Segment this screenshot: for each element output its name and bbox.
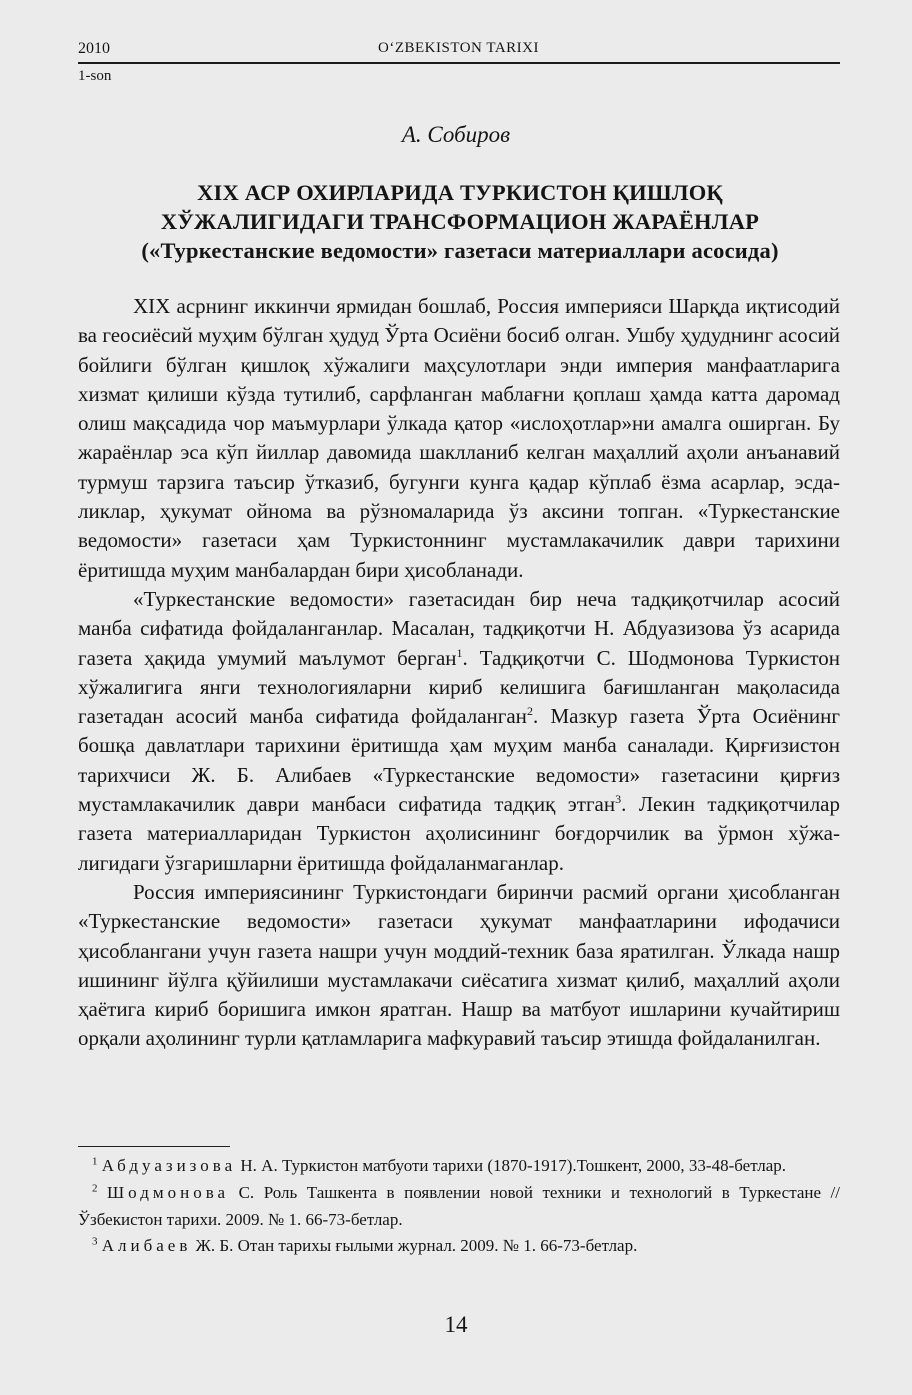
title-line-1: XIX АСР ОХИРЛАРИДА ТУРКИСТОН ҚИШЛОҚ bbox=[197, 180, 723, 205]
footnote-2-text: С. Роль Ташкента в появлении новой техники и технологий в Туркестане // Ўзбекистон тарихи. 2009. № 1. 66-73-бетлар. bbox=[78, 1182, 840, 1229]
footnote-separator bbox=[78, 1146, 230, 1147]
paragraph-2-text-a: «Туркестанские ведомости» газетасидан бир неча тадқиқотчилар асосий манба сифатида фойдаланганлар. Масалан, тадқиқотчи Н. Абдуазизова ўз асарида газета ҳақида умумий маълумот берган bbox=[78, 586, 840, 670]
footnote-1-number: 1 bbox=[92, 1155, 98, 1168]
paragraph-2-text-d: . Лекин тадқиқотчилар газета материалларидан Туркистон аҳолисининг боғдорчилик ва ўрмон хўжалигидаги ўзгаришларни ёритишда фойдаланмаганлар. bbox=[78, 792, 840, 875]
footnote-2-author: Шодмонова bbox=[107, 1182, 230, 1202]
footnote-3-author: Алибаев bbox=[101, 1236, 192, 1256]
footnote-1-text: Н. А. Туркистон матбуоти тарихи (1870-1917).Тошкент, 2000, 33-48-бетлар. bbox=[236, 1156, 787, 1175]
paragraph-3: Россия империясининг Туркистондаги биринчи расмий органи ҳисобланган «Туркестанские ведомости» газетаси ҳукумат манфаатларини ифодачиси ҳисоблангани учун газета нашри учун моддий-техник база яратилган. Ўлкада нашр ишининг йўлга қўйилиши мустамлакачи сиёсатига хизмат қилиб, маҳаллий аҳоли ҳаётига кириб боришига имкон яратган. Нашр ва матбуот ишларини кучайтириш орқали аҳолининг турли қатламларига мафкуравий таъсир этишда фойдаланилган. bbox=[78, 879, 840, 1051]
article-title bbox=[80, 178, 840, 265]
footnote-2 bbox=[78, 1180, 840, 1234]
footnote-2-number: 2 bbox=[92, 1182, 98, 1195]
footnote-1 bbox=[78, 1153, 840, 1180]
footnote-ref-3[interactable]: 3 bbox=[615, 792, 622, 807]
footnote-3 bbox=[78, 1233, 840, 1260]
paragraph-1: XIX асрнинг иккинчи ярмидан бошлаб, Россия империяси Шарқда иқтисодий ва геосиёсий муҳим бўлган ҳудуд Ўрта Осиёни босиб олган. Ушбу ҳудуднинг асосий бойлиги бўлган қишлоқ хўжалиги маҳсулотлари энди империя манфаатларига хизмат қилиши кўзда тутилиб, сарфланган маблағни қоплаш ҳамда катта даромад олиш мақсадида чор маъмурлари ўлкада қатор «ислоҳотлар»ни амалга оширган. Бу жараёнлар эса кўп йиллар давомида шаклланиб келган маҳаллий аҳоли анъанавий турмуш тарзига таъсир ўтказиб, бугунги кунга қадар кўплаб ёзма асарлар, эсдаликлар, ҳукумат ойнома ва рўзномаларида ўз аксини топган. «Туркестанские ведомости» газетаси ҳам Туркистоннинг мустамлакачилик даври тарихини ёритишда муҳим манбалардан бири ҳисобланади. bbox=[78, 294, 840, 582]
footnote-ref-1[interactable]: 1 bbox=[456, 645, 463, 660]
paragraph-2-text-b: . Тадқиқотчи С. Шодмонова Туркистон хўжалигига янги технологияларни кириб келишига бағишланган мақоласида газетадан асосий манба сифатида фойдаланган bbox=[78, 645, 840, 729]
footnote-3-number: 3 bbox=[92, 1235, 98, 1248]
footnotes bbox=[78, 1153, 840, 1260]
header-year: 2010 bbox=[78, 40, 110, 57]
paragraph-2-text-c: . Мазкур газета Ўрта Осиёнинг бошқа давлатлари тарихини ёритишда ҳам муҳим манба саналади. Қирғизистон тарихчиси Ж. Б. Алибаев «Туркестанские ведомости» газетасини қирғиз мустамлакачилик даври манбаси сифатида тадқиқ этган bbox=[78, 704, 840, 817]
title-line-2: ХЎЖАЛИГИДАГИ ТРАНСФОРМАЦИОН ЖАРАЁНЛАР bbox=[160, 209, 760, 234]
header-issue: 1-son bbox=[78, 68, 112, 84]
page-number: 14 bbox=[444, 1312, 468, 1337]
paragraph-2 bbox=[78, 585, 840, 878]
footnote-1-author: Абдуазизова bbox=[101, 1156, 237, 1175]
article-author: А. Собиров bbox=[401, 122, 511, 147]
running-header bbox=[78, 40, 838, 64]
header-rule bbox=[78, 62, 840, 64]
footnote-3-text: Ж. Б. Отан тарихы ғылыми журнал. 2009. № 1. 66-73-бетлар. bbox=[191, 1236, 638, 1256]
footnote-ref-2[interactable]: 2 bbox=[526, 704, 533, 719]
header-journal-title: O‘ZBEKISTON TARIXI bbox=[378, 40, 539, 56]
title-subtitle: («Туркестанские ведомости» газетаси материаллари асосида) bbox=[141, 238, 779, 263]
article-body bbox=[78, 292, 840, 1054]
